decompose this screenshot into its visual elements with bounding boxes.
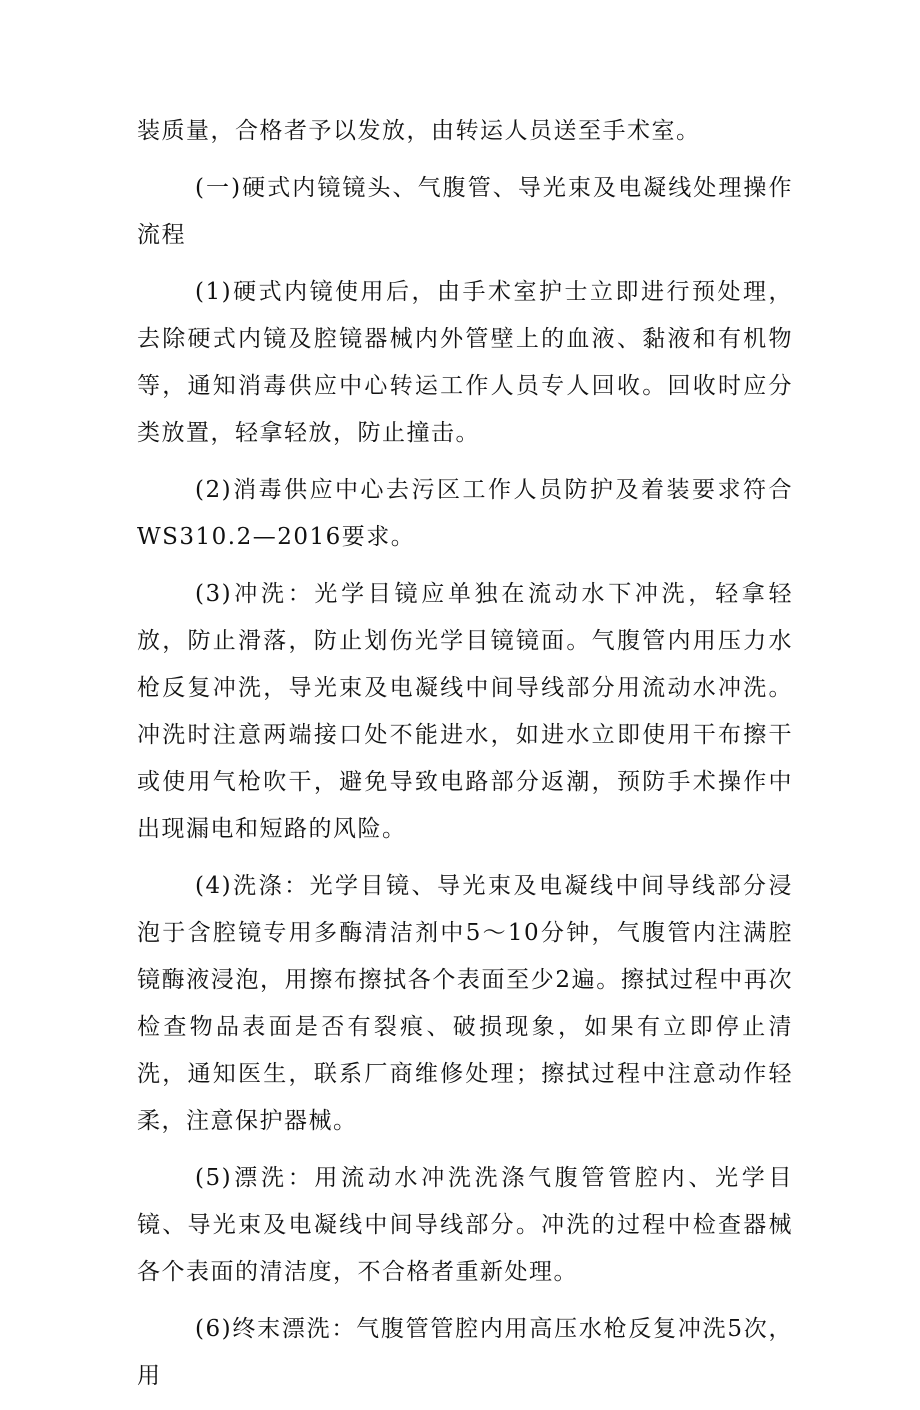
paragraph-step-6: (6)终末漂洗：气腹管管腔内用高压水枪反复冲洗5次，用	[137, 1316, 793, 1389]
paragraph-step-3: (3)冲洗：光学目镜应单独在流动水下冲洗，轻拿轻放，防止滑落，防止划伤光学目镜镜面。气腹管内用压力水枪反复冲洗，导光束及电凝线中间导线部分用流动水冲洗。冲洗时注意两端接口处不能进水，如进水立即使用干布擦干或使用气枪吹干，避免导致电路部分返潮，预防手术操作中出现漏电和短路的风险。	[137, 581, 793, 842]
section-heading: (一)硬式内镜镜头、气腹管、导光束及电凝线处理操作流程	[137, 175, 793, 248]
document-body	[137, 108, 793, 1410]
paragraph-step-2: (2)消毒供应中心去污区工作人员防护及着装要求符合WS310.2—2016要求。	[137, 477, 793, 550]
paragraph-step-4: (4)洗涤：光学目镜、导光束及电凝线中间导线部分浸泡于含腔镜专用多酶清洁剂中5～10分钟，气腹管内注满腔镜酶液浸泡，用擦布擦拭各个表面至少2遍。擦拭过程中再次检查物品表面是否有裂痕、破损现象，如果有立即停止清洗，通知医生，联系厂商维修处理；擦拭过程中注意动作轻柔，注意保护器械。	[137, 873, 793, 1134]
paragraph-step-1: (1)硬式内镜使用后，由手术室护士立即进行预处理，去除硬式内镜及腔镜器械内外管壁上的血液、黏液和有机物等，通知消毒供应中心转运工作人员专人回收。回收时应分类放置，轻拿轻放，防止撞击。	[137, 279, 793, 446]
paragraph-continuation: 装质量，合格者予以发放，由转运人员送至手术室。	[137, 118, 701, 144]
paragraph-step-5: (5)漂洗：用流动水冲洗洗涤气腹管管腔内、光学目镜、导光束及电凝线中间导线部分。冲洗的过程中检查器械各个表面的清洁度，不合格者重新处理。	[137, 1165, 793, 1285]
